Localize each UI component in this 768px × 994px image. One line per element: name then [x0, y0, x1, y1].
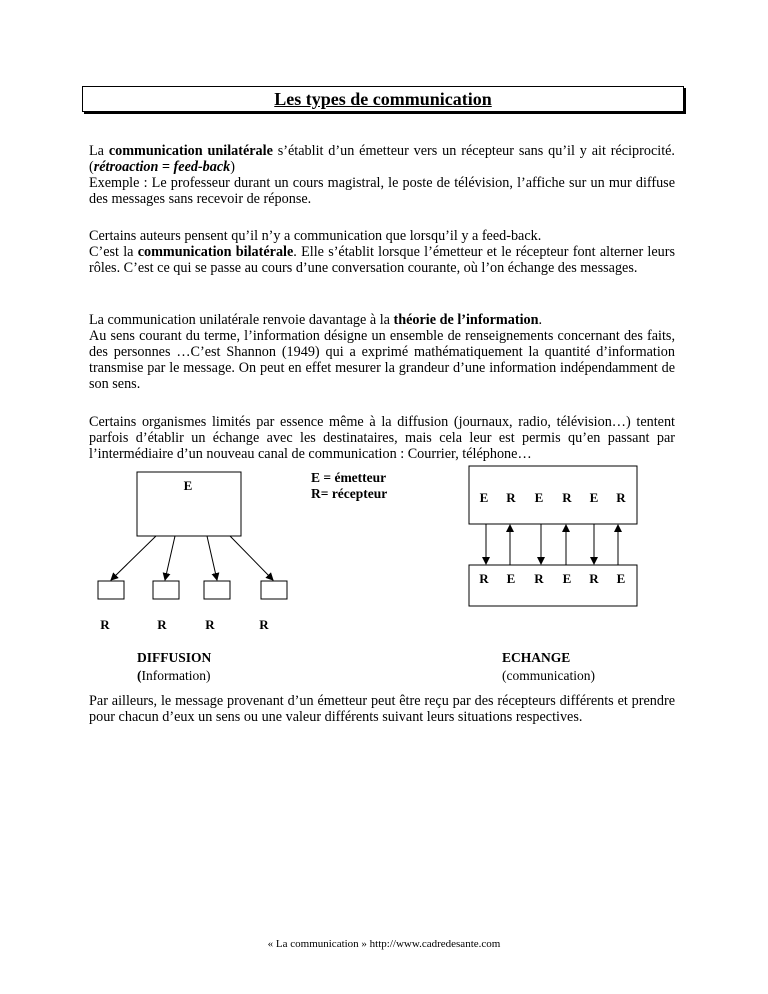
exchange-top-label: R	[506, 490, 516, 505]
text: Par ailleurs, le message provenant d’un émetteur peut être reçu par des récepteurs différents et prendre pour chacun d’eux un sens ou une valeur différents suivant leurs situations respectives.	[89, 693, 675, 725]
receiver-label: R	[100, 617, 110, 632]
exchange-subtitle: (communication)	[502, 668, 595, 683]
exchange-title: ECHANGE	[502, 650, 571, 665]
exchange-bottom-label: E	[616, 571, 626, 586]
receiver-box	[98, 581, 124, 599]
text: La	[89, 143, 109, 159]
text: s’établit d’un émetteur vers un récepteur sans qu’il y ait réciprocité. (	[89, 143, 675, 175]
receiver-label: R	[157, 617, 167, 632]
diffusion-title: DIFFUSION	[137, 650, 212, 665]
diffusion-arrow	[165, 536, 175, 580]
exchange-top-box	[469, 466, 637, 524]
exchange-top-label: R	[616, 490, 626, 505]
bold-term: théorie de l’information	[393, 312, 539, 328]
text: .	[538, 312, 543, 328]
receiver-label: R	[205, 617, 215, 632]
exchange-bottom-label: E	[562, 571, 572, 586]
exchange-bottom-box	[469, 565, 637, 606]
receiver-box	[204, 581, 230, 599]
exchange-top-label: E	[534, 490, 544, 505]
paragraph-conclusion	[89, 693, 675, 725]
emitter-label: E	[183, 478, 193, 493]
diffusion-subtitle: (Information)	[137, 668, 211, 683]
exchange-top-label: E	[589, 490, 599, 505]
receiver-box	[261, 581, 287, 599]
text: La communication unilatérale renvoie davantage à la	[89, 312, 394, 328]
exchange-bottom-label: R	[479, 571, 489, 586]
bold-italic-term: rétroaction = feed-back	[93, 159, 231, 175]
legend-receiver: R= récepteur	[311, 486, 388, 501]
example-text: Exemple : Le professeur durant un cours magistral, le poste de télévision, l’affiche sur un mur diffuse des messages sans recevoir de réponse.	[89, 175, 675, 207]
bold-term: communication bilatérale	[137, 244, 294, 260]
receiver-box	[153, 581, 179, 599]
exchange-bottom-label: R	[534, 571, 544, 586]
text: Certains organismes limités par essence même à la diffusion (journaux, radio, télévision…) tentent parfois d’établir un échange avec les destinataires, mais cela leur est permis qu’en passant par l’intermédiaire d’un nouveau canal de communication : Courrier, téléphone…	[89, 414, 675, 462]
text: . Elle s’établit lorsque l’émetteur et le récepteur font alterner leurs rôles. C’est ce qui se passe au cours d’une conversation courante, où l’on échange des messages.	[89, 244, 676, 276]
diffusion-arrow	[111, 536, 156, 580]
text: )	[230, 159, 235, 175]
exchange-bottom-label: E	[506, 571, 516, 586]
text: Au sens courant du terme, l’information désigne un ensemble de renseignements concernant des faits, des personnes …C’est Shannon (1949) qui a exprimé mathématiquement la quantité d’information transmise par le message. On peut en effet mesurer la grandeur d’une information indépendamment de son sens.	[89, 328, 675, 392]
page-title-text: Les types de communication	[274, 89, 492, 109]
receiver-label: R	[259, 617, 269, 632]
exchange-top-label: R	[562, 490, 572, 505]
exchange-bottom-label: R	[589, 571, 599, 586]
diffusion-arrow	[230, 536, 273, 580]
legend-emitter: E = émetteur	[311, 470, 387, 485]
bold-term: communication unilatérale	[108, 143, 273, 159]
page-footer: « La communication » http://www.cadredesante.com	[267, 938, 501, 950]
exchange-top-label: E	[479, 490, 489, 505]
text: C’est la	[89, 244, 138, 260]
diffusion-arrow	[207, 536, 217, 580]
text: Certains auteurs pensent qu’il n’y a communication que lorsqu’il y a feed-back.	[89, 228, 542, 244]
